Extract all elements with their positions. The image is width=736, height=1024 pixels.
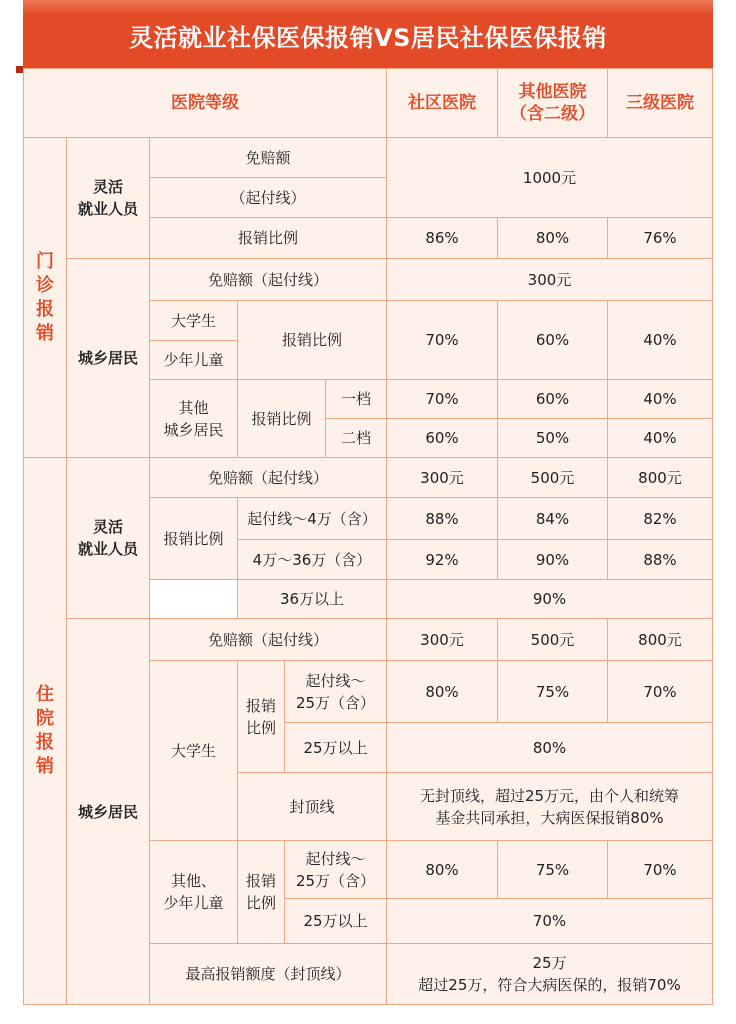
label-deductible: 免赔额 xyxy=(149,137,387,178)
label-threshold: （起付线） xyxy=(149,177,387,218)
label-children: 少年儿童 xyxy=(149,340,238,380)
label-ratio: 报销比例 xyxy=(237,300,387,380)
value-band2-community: 92% xyxy=(386,539,498,580)
value-deductible-other: 500元 xyxy=(497,618,608,661)
value-tier1-other: 60% xyxy=(497,379,608,419)
label-deductible-threshold: 免赔额（起付线） xyxy=(149,258,387,301)
value-ratio-other: 80% xyxy=(497,217,608,259)
header-tertiary-hospital: 三级医院 xyxy=(607,68,713,138)
value-tier2-tertiary: 40% xyxy=(607,418,713,458)
value-student-band1-tertiary: 70% xyxy=(607,660,713,723)
value-ratio-tertiary: 40% xyxy=(607,300,713,380)
value-other-band2: 70% xyxy=(386,898,713,944)
value-tier2-other: 50% xyxy=(497,418,608,458)
header-hospital-level: 医院等级 xyxy=(23,68,387,138)
label-ratio: 报销 比例 xyxy=(237,660,285,773)
label-other-children: 其他、 少年儿童 xyxy=(149,840,238,944)
group-flexible-employment: 灵活 就业人员 xyxy=(66,137,150,259)
section-outpatient: 门 诊 报 销 xyxy=(23,137,67,458)
value-tier1-community: 70% xyxy=(386,379,498,419)
value-deductible-other: 500元 xyxy=(497,457,608,498)
value-deductible-community: 300元 xyxy=(386,457,498,498)
title-bar xyxy=(23,0,713,70)
group-residents: 城乡居民 xyxy=(66,258,150,458)
page-title: 灵活就业社保医保报销VS居民社保医保报销 xyxy=(129,24,607,52)
value-ratio-community: 86% xyxy=(386,217,498,259)
label-band-2: 4万～36万（含） xyxy=(237,539,387,580)
value-max-reimbursement: 25万 超过25万，符合大病医保的，报销70% xyxy=(386,943,713,1005)
value-cap: 无封顶线，超过25万元，由个人和统筹 基金共同承担，大病医保报销80% xyxy=(386,772,713,841)
value-ratio-tertiary: 76% xyxy=(607,217,713,259)
value-student-band1-other: 75% xyxy=(497,660,608,723)
label-cap: 封顶线 xyxy=(237,772,387,841)
label-ratio: 报销比例 xyxy=(149,217,387,259)
label-band-3: 36万以上 xyxy=(237,579,387,619)
label-college-student: 大学生 xyxy=(149,660,238,841)
label-tier-2: 二档 xyxy=(325,418,387,458)
value-ratio-other: 60% xyxy=(497,300,608,380)
label-other-residents: 其他 城乡居民 xyxy=(149,379,238,458)
value-band1-other: 84% xyxy=(497,497,608,540)
label-ratio: 报销比例 xyxy=(149,497,238,580)
value-tier2-community: 60% xyxy=(386,418,498,458)
value-ratio-community: 70% xyxy=(386,300,498,380)
label-band-2: 25万以上 xyxy=(284,898,387,944)
value-deductible-tertiary: 800元 xyxy=(607,457,713,498)
value-band1-tertiary: 82% xyxy=(607,497,713,540)
label-max-reimbursement: 最高报销额度（封顶线） xyxy=(149,943,387,1005)
header-community-hospital: 社区医院 xyxy=(386,68,498,138)
value-deductible-community: 300元 xyxy=(386,618,498,661)
value-other-band1-other: 75% xyxy=(497,840,608,899)
label-college-student: 大学生 xyxy=(149,300,238,341)
label-deductible-threshold: 免赔额（起付线） xyxy=(149,457,387,498)
value-student-band2: 80% xyxy=(386,722,713,773)
label-tier-1: 一档 xyxy=(325,379,387,419)
title-corner-mark xyxy=(16,66,23,73)
value-other-band1-tertiary: 70% xyxy=(607,840,713,899)
value-deductible-tertiary: 800元 xyxy=(607,618,713,661)
value-deductible: 300元 xyxy=(386,258,713,301)
value-band2-tertiary: 88% xyxy=(607,539,713,580)
group-flexible-employment: 灵活 就业人员 xyxy=(66,457,150,619)
value-band3: 90% xyxy=(386,579,713,619)
group-residents: 城乡居民 xyxy=(66,618,150,1005)
value-band1-community: 88% xyxy=(386,497,498,540)
value-other-band1-community: 80% xyxy=(386,840,498,899)
label-band-1: 起付线～4万（含） xyxy=(237,497,387,540)
section-inpatient: 住 院 报 销 xyxy=(23,457,67,1005)
value-deductible: 1000元 xyxy=(386,137,713,218)
label-band-1: 起付线～ 25万（含） xyxy=(284,660,387,723)
value-tier1-tertiary: 40% xyxy=(607,379,713,419)
label-band-2: 25万以上 xyxy=(284,722,387,773)
value-student-band1-community: 80% xyxy=(386,660,498,723)
header-other-hospital: 其他医院 （含二级） xyxy=(497,68,608,138)
value-band2-other: 90% xyxy=(497,539,608,580)
label-ratio: 报销 比例 xyxy=(237,840,285,944)
label-band-1: 起付线～ 25万（含） xyxy=(284,840,387,899)
label-ratio: 报销比例 xyxy=(237,379,326,458)
label-deductible-threshold: 免赔额（起付线） xyxy=(149,618,387,661)
